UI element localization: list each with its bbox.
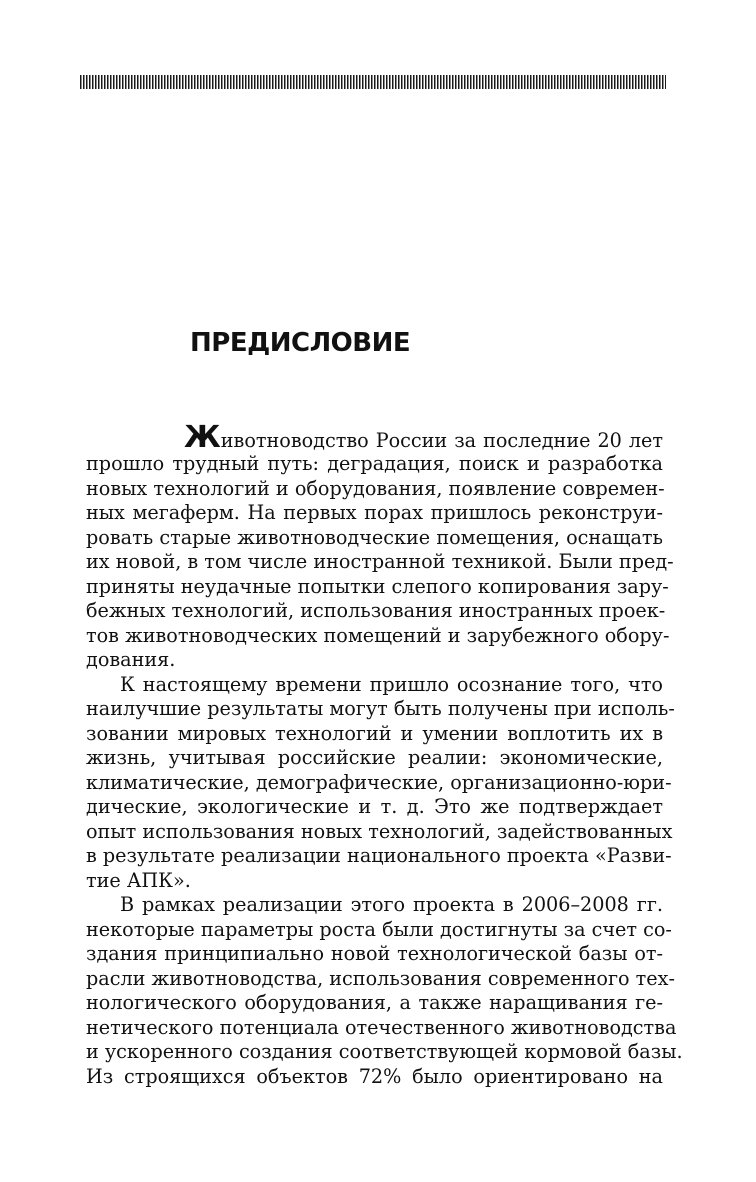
drop-cap: Ж <box>184 420 221 455</box>
paragraph-2-line: дические, экологические и т. д. Это же подтверждает <box>86 795 663 818</box>
paragraph-1-line: тов животноводческих помещений и зарубежного обору- <box>86 623 670 647</box>
body-text <box>86 420 683 1089</box>
paragraph-1-line: прошло трудный путь: деградация, поиск и разработка <box>86 452 663 475</box>
paragraph-3-line-1: В рамках реализации этого проекта в 2006–2008 гг. <box>120 893 663 916</box>
paragraph-2-line: наилучшие результаты могут быть получены при исполь- <box>86 697 675 720</box>
paragraph-2-line: в результате реализации национального проекта «Разви- <box>86 844 672 867</box>
paragraph-1-line: их новой, в том числе иностранной техникой. Были пред- <box>86 550 674 573</box>
paragraph-1-line: бежных технологий, использования иностранных проек- <box>86 599 666 622</box>
paragraph-1-line: ных мегаферм. На первых порах пришлось реконструи- <box>86 501 663 524</box>
paragraph-1-line: новых технологий и оборудования, появление современ- <box>86 476 665 500</box>
paragraph-3-line: расли животноводства, использования современного тех- <box>86 966 675 990</box>
paragraph-2-line: зовании мировых технологий и умении воплотить их в <box>86 721 663 745</box>
paragraph-2-line: тие АПК». <box>86 868 191 892</box>
paragraph-1-line: ровать старые животноводческие помещения, оснащать <box>86 525 663 549</box>
paragraph-3-line: нологического оборудования, а также наращивания ге- <box>86 991 663 1014</box>
paragraph-2-line: опыт использования новых технологий, задействованных <box>86 819 673 843</box>
paragraph-3-line: некоторые параметры роста были достигнуты за счет со- <box>86 917 672 941</box>
paragraph-2-line: жизнь, учитывая российские реалии: экономические, <box>86 746 663 769</box>
decorative-header-rule <box>80 75 666 89</box>
paragraph-3-line: и ускоренного создания соответствующей кормовой базы. <box>86 1040 683 1063</box>
paragraph-2-line-1: К настоящему времени пришло осознание того, что <box>120 672 663 696</box>
page-title: ПРЕДИСЛОВИЕ <box>190 328 411 358</box>
paragraph-2-line: климатические, демографические, организационно-юри- <box>86 770 672 794</box>
paragraph-3-line: нетического потенциала отечественного животноводства <box>86 1015 677 1039</box>
paragraph-1-line: приняты неудачные попытки слепого копирования зару- <box>86 574 669 598</box>
paragraph-1-line-1: Животноводство России за последние 20 лет <box>184 420 663 455</box>
paragraph-1-line: дования. <box>86 648 176 671</box>
paragraph-3-line: здания принципиально новой технологической базы от- <box>86 942 663 965</box>
paragraph-3-line: Из строящихся объектов 72% было ориентировано на <box>86 1064 663 1088</box>
